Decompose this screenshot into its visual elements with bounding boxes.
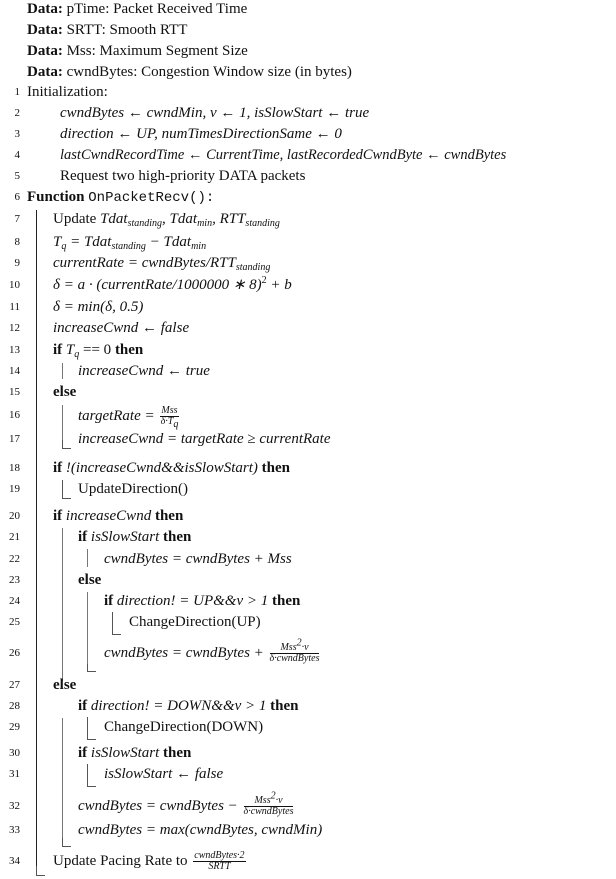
line-17: increaseCwnd = targetRate ≥ currentRate: [78, 431, 331, 447]
line-number: 13: [9, 344, 20, 356]
line-number: 19: [9, 483, 20, 495]
line-24: if direction! = UP&&v > 1 then: [104, 593, 301, 609]
line-number: 15: [9, 386, 20, 398]
line-number: 8: [14, 236, 20, 248]
fraction: $\frac{Mss^2\cdot v}{\text{δ·cwndBytes}}$: [243, 790, 294, 817]
line-20: if increaseCwnd then: [53, 508, 184, 524]
line-number: 22: [9, 553, 20, 565]
data-line-mss: Data: Mss: Maximum Segment Size: [27, 43, 248, 59]
line-21: if isSlowStart then: [78, 529, 192, 545]
function-block-end: [36, 866, 45, 876]
line-9: currentRate = cwndBytes/$RTT_{standing}$: [53, 255, 271, 273]
line-number: 14: [9, 365, 20, 377]
line-number: 21: [9, 531, 20, 543]
line-18: if !(increaseCwnd&&isSlowStart) then: [53, 460, 290, 476]
line-10: δ = a · (currentRate/1000000 ∗ 8)$^2$ + b: [53, 275, 292, 293]
if-slowstart2-block-end: [87, 764, 96, 787]
line-number: 30: [9, 747, 20, 759]
line-22: cwndBytes = cwndBytes + Mss: [104, 551, 292, 567]
line-5: Request two high-priority DATA packets: [60, 168, 306, 184]
line-number: 26: [9, 647, 20, 659]
line-number: 12: [9, 322, 20, 334]
data-line-srtt: Data: SRTT: Smooth RTT: [27, 22, 188, 38]
if-block-end: [62, 480, 71, 499]
line-number: 27: [9, 679, 20, 691]
line-26: cwndBytes = cwndBytes + $\frac{Mss^2\cdot v}{\text{δ·cwndBytes}}$: [104, 637, 320, 664]
line-number: 11: [9, 301, 20, 313]
line-number: 10: [9, 279, 20, 291]
else-inner-end: [87, 664, 96, 672]
line-number: 29: [9, 721, 20, 733]
line-2: cwndBytes ← cwndMin, v ← 1, isSlowStart ← true: [60, 105, 370, 121]
line-number: 17: [9, 433, 20, 445]
line-6-function-header: Function OnPacketRecv():: [27, 189, 215, 206]
line-number: 31: [9, 768, 20, 780]
line-number: 25: [9, 616, 20, 628]
if-slowstart-block-bar: [87, 549, 88, 567]
line-number: 28: [9, 700, 20, 712]
line-number: 24: [9, 595, 20, 607]
if-down-block-end: [87, 717, 96, 740]
line-number: 2: [14, 107, 20, 119]
line-16: targetRate = $\frac{\text{Mss}}{\delta\cdot T_q}$: [78, 405, 179, 430]
line-number: 4: [14, 149, 20, 161]
line-25: ChangeDirection(UP): [129, 614, 261, 630]
line-number: 20: [9, 510, 20, 522]
line-29: ChangeDirection(DOWN): [104, 719, 264, 735]
line-33: cwndBytes = max(cwndBytes, cwndMin): [78, 822, 323, 838]
line-7: Update Tdat$_{standing}$, Tdat$_{min}$, $RTT_{standing}$: [53, 211, 280, 229]
line-11: δ = min(δ, 0.5): [53, 299, 144, 315]
line-number: 33: [9, 824, 20, 836]
line-number: 1: [14, 86, 20, 98]
line-number: 16: [9, 409, 20, 421]
line-34: Update Pacing Rate to $\frac{\text{cwndBytes·2}}{\text{SRTT}}$: [53, 850, 245, 872]
line-28: if direction! = DOWN&&v > 1 then: [78, 698, 299, 714]
line-27: else: [53, 677, 77, 693]
line-number: 34: [9, 855, 20, 867]
if-up-block-end: [112, 612, 121, 635]
line-4: lastCwndRecordTime ← CurrentTime, lastRecordedCwndByte ← cwndBytes: [60, 147, 507, 163]
line-12: increaseCwnd ← false: [53, 320, 190, 336]
function-name: OnPacketRecv():: [88, 190, 215, 206]
line-1: Initialization:: [27, 84, 108, 100]
fraction: $\frac{\text{cwndBytes·2}}{\text{SRTT}}$: [194, 850, 245, 872]
line-number: 3: [14, 128, 20, 140]
fraction: $\frac{\text{Mss}}{\delta\cdot T_q}$: [160, 405, 179, 430]
line-8: $T_q$ = Tdat$_{standing}$ − Tdat$_{min}$: [53, 234, 207, 252]
line-15: else: [53, 384, 77, 400]
line-31: isSlowStart ← false: [104, 766, 224, 782]
line-number: 9: [14, 257, 20, 269]
line-number: 23: [9, 574, 20, 586]
else-outer-end: [62, 838, 71, 847]
line-number: 18: [9, 462, 20, 474]
data-line-cwndbytes: Data: cwndBytes: Congestion Window size (in bytes): [27, 64, 352, 80]
else-block-end: [62, 440, 71, 449]
function-block-bar: [36, 210, 37, 875]
line-3: direction ← UP, numTimesDirectionSame ← 0: [60, 126, 342, 142]
line-19: UpdateDirection(): [78, 481, 188, 497]
line-13: if $T_q == 0$ then: [53, 342, 144, 360]
line-number: 5: [14, 170, 20, 182]
line-14: increaseCwnd ← true: [78, 363, 210, 379]
line-number: 7: [14, 213, 20, 225]
line-32: cwndBytes = cwndBytes − $\frac{Mss^2\cdot v}{\text{δ·cwndBytes}}$: [78, 790, 294, 817]
if-increase-block-bar: [62, 528, 63, 681]
line-30: if isSlowStart then: [78, 745, 192, 761]
if-block-bar: [62, 363, 63, 379]
data-line-ptime: Data: pTime: Packet Received Time: [27, 1, 248, 17]
else-outer-block-bar: [62, 718, 63, 845]
line-number: 32: [9, 800, 20, 812]
line-23: else: [78, 572, 102, 588]
else-inner-block-bar: [87, 592, 88, 670]
fraction: $\frac{Mss^2\cdot v}{\text{δ·cwndBytes}}$: [269, 637, 320, 664]
line-number: 6: [14, 191, 20, 203]
